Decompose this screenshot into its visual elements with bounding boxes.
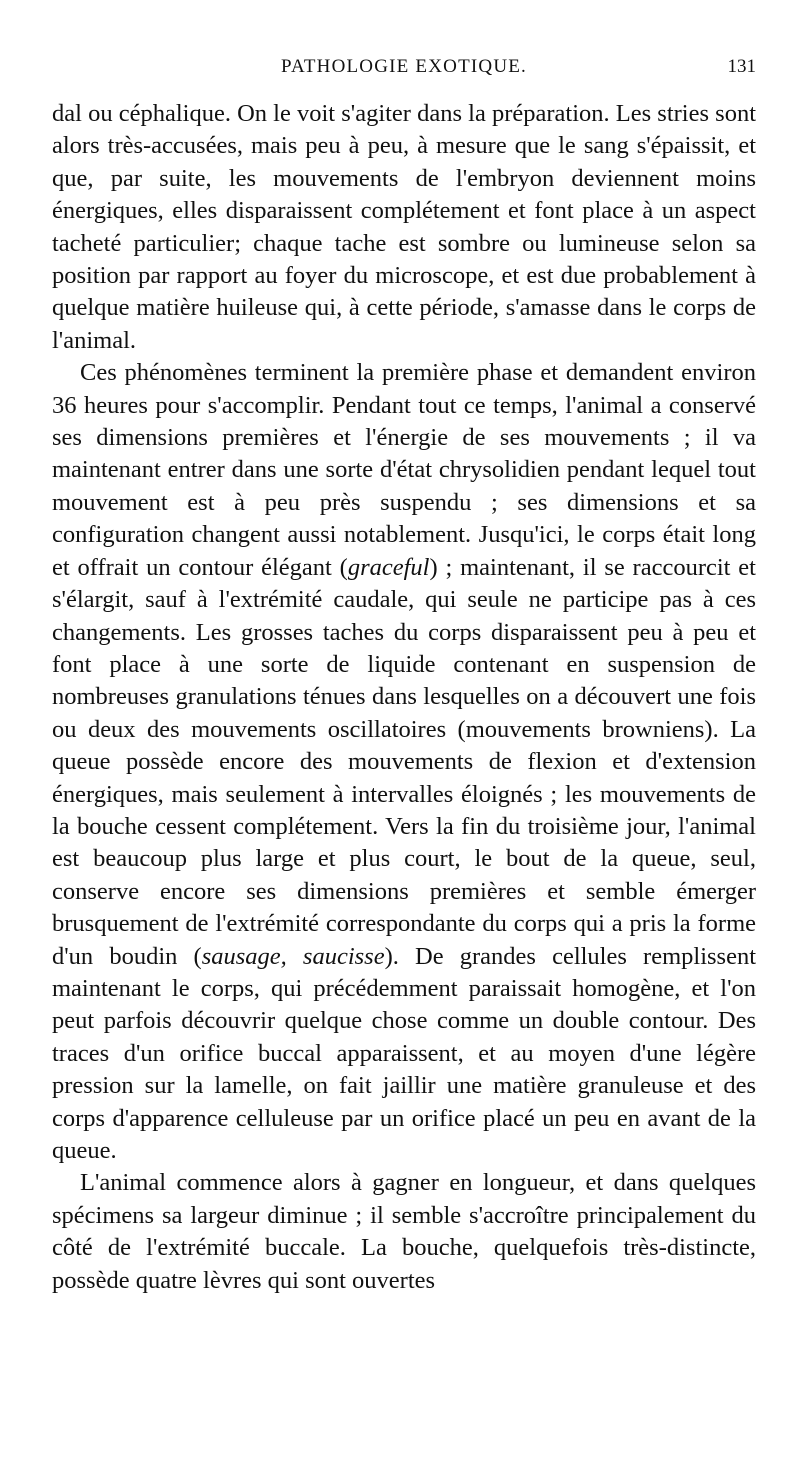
paragraph-3 (52, 1167, 756, 1297)
paragraph-2-text-b: ) ; maintenant, il se raccourcit et s'élargit, sauf à l'extrémité caudale, qui seule ne participe pas à ces changements. Les grosses taches du corps disparaissent peu à peu et font place à une sorte de liquide contenant en suspension de nombreuses granulations ténues dans lesquelles on a découvert une fois ou deux des mouvements oscillatoires (mouvements browniens). La queue possède encore des mouvements de flexion et d'extension énergiques, mais seulement à intervalles éloignés ; les mouvements de la bouche cessent complétement. Vers la fin du troisième jour, l'animal est beaucoup plus large et plus court, le bout de la queue, seul, conserve encore ses dimensions premières et semble émerger brusquement de l'extrémité correspondante du corps qui a pris la forme d'un boudin ( (52, 553, 756, 970)
running-header (52, 56, 756, 86)
paragraph-2-italic-graceful: graceful (347, 553, 430, 581)
body-text (52, 98, 756, 1297)
book-page (52, 0, 756, 1471)
page-number: 131 (727, 56, 756, 77)
paragraph-2-text-a: Ces phénomènes terminent la première phase et demandent environ 36 heures pour s'accomplir. Pendant tout ce temps, l'animal a conservé ses dimensions premières et l'énergie de ses mouvements ; il va maintenant entrer dans une sorte d'état chrysolidien pendant lequel tout mouvement est à peu près suspendu ; ses dimensions et sa configuration changent aussi notablement. Jusqu'ici, le corps était long et offrait un contour élégant ( (52, 359, 756, 581)
paragraph-1 (52, 98, 756, 357)
paragraph-2-italic-sausage: sausage, saucisse (201, 942, 385, 970)
paragraph-2 (52, 357, 756, 1167)
paragraph-1-text: dal ou céphalique. On le voit s'agiter dans la préparation. Les stries sont alors très-accusées, mais peu à peu, à mesure que le sang s'épaissit, et que, par suite, les mouvements de l'embryon deviennent moins énergiques, elles disparaissent complétement et font place à un aspect tacheté particulier; chaque tache est sombre ou lumineuse selon sa position par rapport au foyer du microscope, et est due probablement à quelque matière huileuse qui, à cette période, s'amasse dans le corps de l'animal. (52, 100, 756, 354)
paragraph-2-text-c: ). De grandes cellules remplissent maintenant le corps, qui précédemment paraissait homogène, et l'on peut parfois découvrir quelque chose comme un double contour. Des traces d'un orifice buccal apparaissent, et au moyen d'une légère pression sur la lamelle, on fait jaillir une matière granuleuse et des corps d'apparence celluleuse par un orifice placé un peu en avant de la queue. (52, 942, 757, 1164)
paragraph-3-text: L'animal commence alors à gagner en longueur, et dans quelques spécimens sa largeur diminue ; il semble s'accroître principalement du côté de l'extrémité buccale. La bouche, quelquefois très-distincte, possède quatre lèvres qui sont ouvertes (52, 1169, 756, 1294)
running-title: PATHOLOGIE EXOTIQUE. (281, 56, 527, 77)
